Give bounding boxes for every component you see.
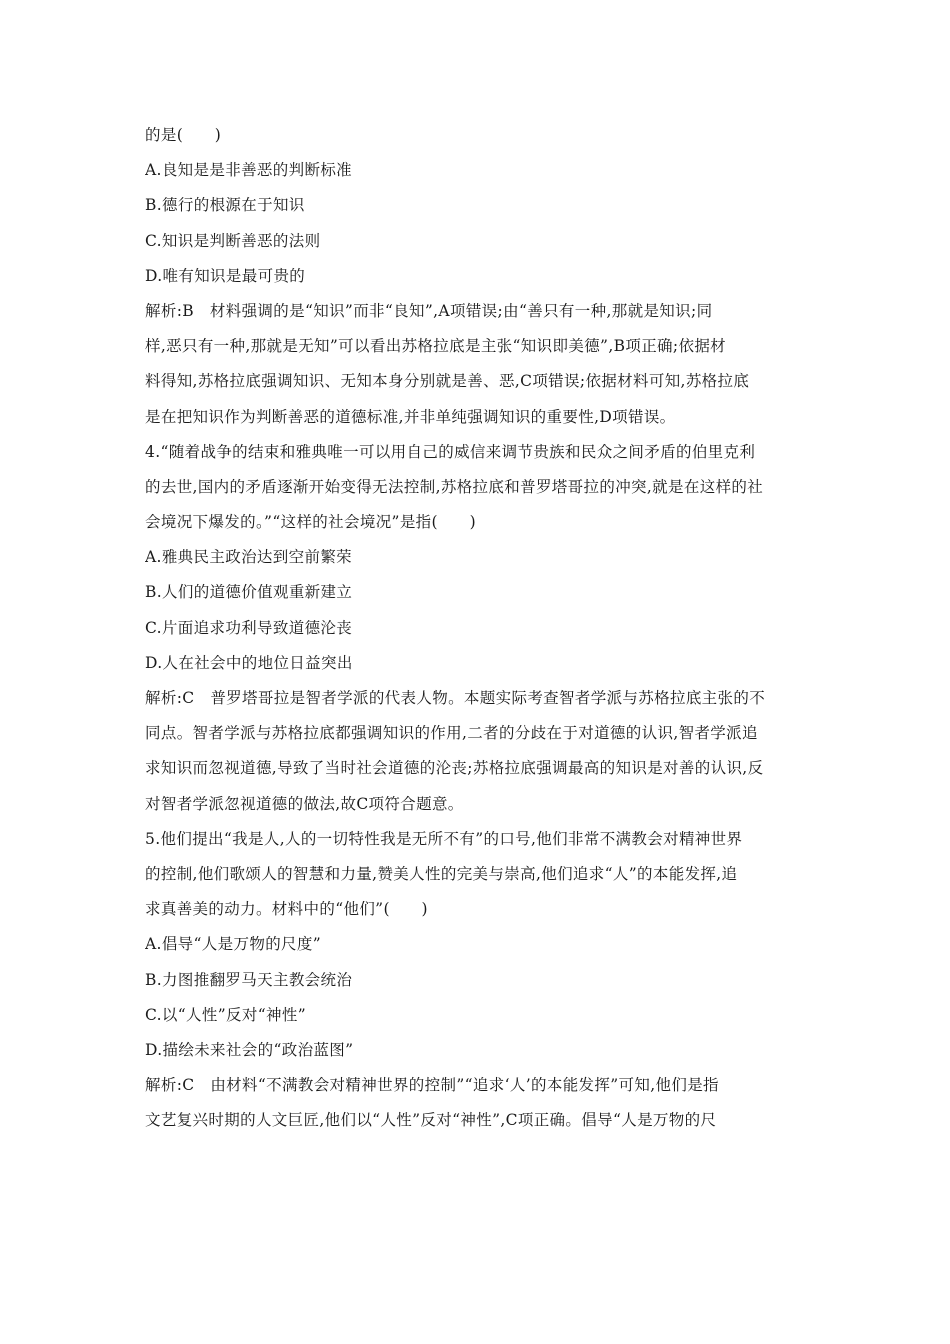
question-3-option-a: A.良知是是非善恶的判断标准 — [145, 161, 353, 180]
document-page — [145, 118, 808, 1138]
question-4-option-b: B.人们的道德价值观重新建立 — [145, 583, 353, 602]
question-3-analysis-line: 样,恶只有一种,那就是无知”可以看出苏格拉底是主张“知识即美德”,B项正确;依据材 — [145, 337, 727, 356]
question-4-stem-line: 会境况下爆发的。”“这样的社会境况”是指( ) — [145, 513, 477, 532]
question-5-option-d: D.描绘未来社会的“政治蓝图” — [145, 1040, 354, 1059]
question-5-stem-line: 的控制,他们歌颂人的智慧和力量,赞美人性的完美与崇高,他们追求“人”的本能发挥,追 — [145, 864, 738, 883]
question-4-analysis-line: 解析:C 普罗塔哥拉是智者学派的代表人物。本题实际考查智者学派与苏格拉底主张的不 — [145, 689, 766, 707]
question-3-analysis-line: 是在把知识作为判断善恶的道德标准,并非单纯强调知识的重要性,D项错误。 — [145, 407, 676, 426]
question-5-option-b: B.力图推翻罗马天主教会统治 — [145, 970, 353, 989]
question-4-analysis-line: 求知识而忽视道德,导致了当时社会道德的沦丧;苏格拉底强调最高的知识是对善的认识,反 — [145, 759, 764, 778]
question-3-stem-tail: 的是( ) — [145, 126, 222, 144]
question-4-analysis-line: 对智者学派忽视道德的做法,故C项符合题意。 — [145, 794, 464, 813]
question-5-option-c: C.以“人性”反对“神性” — [145, 1005, 306, 1024]
question-3-option-d: D.唯有知识是最可贵的 — [145, 266, 306, 285]
question-5 — [145, 822, 808, 1139]
question-4 — [145, 435, 808, 822]
question-4-stem-line: 4.“随着战争的结束和雅典唯一可以用自己的威信来调节贵族和民众之间矛盾的伯里克利 — [145, 442, 756, 461]
question-3-option-c: C.知识是判断善恶的法则 — [145, 231, 321, 250]
question-4-option-c: C.片面追求功利导致道德沦丧 — [145, 618, 353, 637]
question-4-stem-line: 的去世,国内的矛盾逐渐开始变得无法控制,苏格拉底和普罗塔哥拉的冲突,就是在这样的社 — [145, 477, 764, 496]
question-3-analysis-line: 料得知,苏格拉底强调知识、无知本身分别就是善、恶,C项错误;依据材料可知,苏格拉底 — [145, 372, 750, 391]
question-3-option-b: B.德行的根源在于知识 — [145, 196, 305, 215]
question-5-analysis-line: 解析:C 由材料“不满教会对精神世界的控制”“追求‘人’的本能发挥”可知,他们是指 — [145, 1076, 719, 1095]
question-4-option-d: D.人在社会中的地位日益突出 — [145, 653, 353, 672]
question-3-analysis-line: 解析:B 材料强调的是“知识”而非“良知”,A项错误;由“善只有一种,那就是知识;同 — [145, 301, 713, 320]
question-4-analysis-line: 同点。智者学派与苏格拉底都强调知识的作用,二者的分歧在于对道德的认识,智者学派追 — [145, 724, 758, 743]
question-5-analysis-line: 文艺复兴时期的人文巨匠,他们以“人性”反对“神性”,C项正确。倡导“人是万物的尺 — [145, 1111, 717, 1130]
question-5-stem-line: 求真善美的动力。材料中的“他们”( ) — [145, 900, 428, 919]
question-5-stem-line: 5.他们提出“我是人,人的一切特性我是无所不有”的口号,他们非常不满教会对精神世界 — [145, 829, 743, 848]
question-5-option-a: A.倡导“人是万物的尺度” — [145, 935, 322, 954]
question-3 — [145, 118, 808, 435]
question-4-option-a: A.雅典民主政治达到空前繁荣 — [145, 548, 353, 567]
